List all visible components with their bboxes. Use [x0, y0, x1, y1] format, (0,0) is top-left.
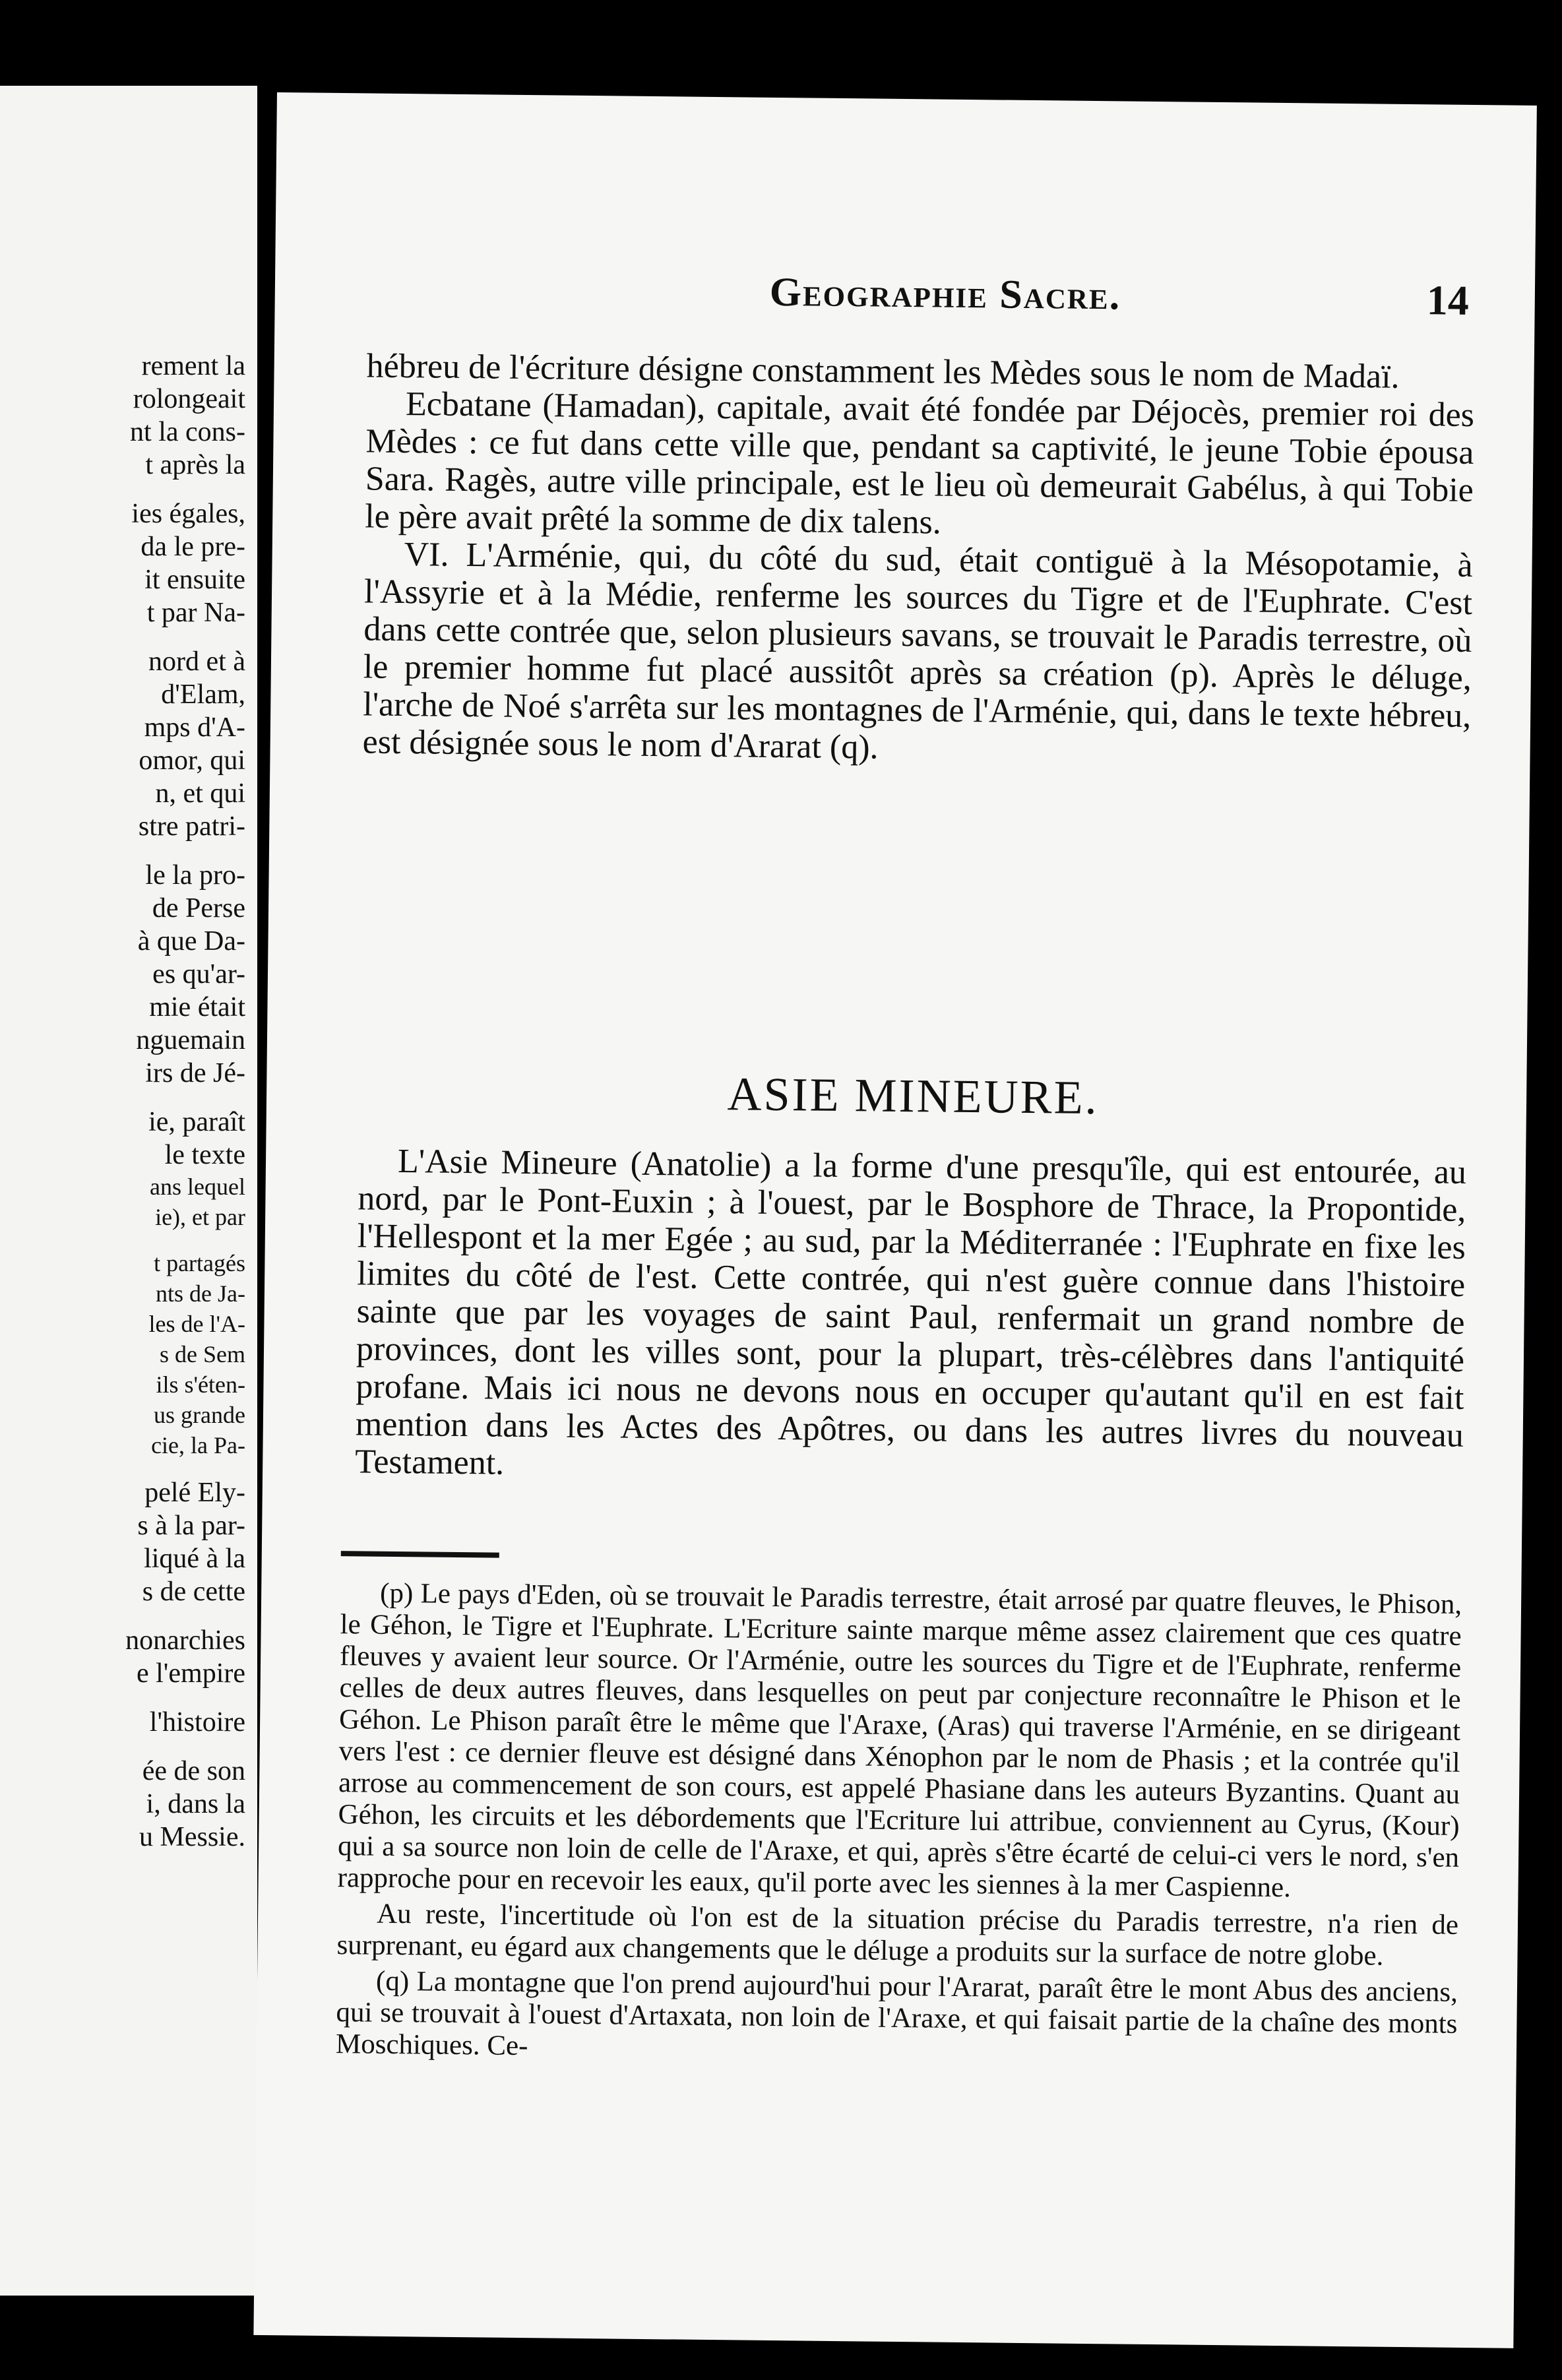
- previous-page-gap: [0, 1739, 251, 1755]
- previous-page-line: pelé Ely-: [144, 1478, 245, 1508]
- previous-page-line: i, dans la: [146, 1789, 245, 1819]
- paragraph-armenie: VI. L'Arménie, qui, du côté du sud, était contiguë à la Mésopotamie, à l'Assyrie et à la Médie, renferme les sources du Tigre et de l'Euphrate. C'est dans cette contrée que, selon plusieurs savans, se trouvait le Paradis terrestre, où le premier homme fut placé aussitôt après sa création (p). Après le déluge, l'arche de Noé s'arrêta sur les montagnes de l'Arménie, qui, dans le texte hébreu, est désignée sous le nom d'Ararat (q).: [362, 536, 1473, 767]
- previous-page-line: ans lequel: [150, 1174, 245, 1200]
- previous-page-line: le la pro-: [145, 860, 245, 891]
- previous-page-line: it ensuite: [144, 565, 245, 595]
- page-header: [354, 265, 1469, 329]
- previous-page-line: mps d'A-: [144, 712, 245, 743]
- previous-page-line: rement la: [141, 351, 245, 381]
- previous-page-text: [0, 350, 251, 1854]
- previous-page-line: nord et à: [148, 646, 245, 677]
- previous-page-line: ils s'éten-: [156, 1371, 245, 1398]
- previous-page-gap: [0, 1690, 251, 1706]
- footnote-rule: [341, 1551, 499, 1558]
- previous-page-line: ies égales,: [131, 499, 245, 529]
- book-page: [253, 92, 1536, 2348]
- previous-page-line: ie), et par: [155, 1204, 245, 1230]
- previous-page-line: es qu'ar-: [152, 959, 245, 989]
- previous-page-line: omor, qui: [139, 745, 245, 776]
- footnotes: [336, 1577, 1462, 2076]
- previous-page-line: nts de Ja-: [156, 1280, 245, 1307]
- previous-page-gap: [0, 1460, 251, 1476]
- previous-page-line: mie était: [149, 992, 245, 1022]
- previous-page-line: à que Da-: [137, 926, 245, 956]
- previous-page-line: s à la par-: [137, 1511, 245, 1541]
- previous-page-gap: [0, 1608, 251, 1624]
- previous-page-line: de Perse: [152, 893, 245, 924]
- previous-page-line: les de l'A-: [148, 1311, 245, 1337]
- previous-page-line: da le pre-: [141, 532, 245, 562]
- previous-page-line: us grande: [154, 1402, 245, 1428]
- main-text: [362, 347, 1474, 772]
- footnote-q: (q) La montagne que l'on prend aujourd'hui pour l'Ararat, paraît être le mont Abus des anciens, qui se trouvait à l'ouest d'Artaxata, non loin de l'Araxe, et qui faisait partie de la chaîne des monts Moschiques. Ce-: [335, 1965, 1458, 2062]
- previous-page-gap: [0, 629, 251, 645]
- previous-page-gap: [0, 482, 251, 497]
- previous-page-line: t partagés: [154, 1250, 245, 1276]
- paragraph-continuation: hébreu de l'écriture désigne constamment les Mèdes sous le nom de Madaï.: [366, 347, 1400, 396]
- page-number: 14: [1426, 276, 1470, 324]
- previous-page-line: s de cette: [142, 1577, 245, 1607]
- footnote-p-continued: Au reste, l'incertitude où l'on est de la situation précise du Paradis terrestre, n'a rien de surprenant, eu égard aux changements que le déluge a produits sur la surface de notre globe.: [336, 1898, 1459, 1972]
- previous-page-gap: [0, 1090, 251, 1106]
- paragraph-ecbatane: Ecbatane (Hamadan), capitale, avait été fondée par Déjocès, premier roi des Mèdes : ce fut dans cette ville que, pendant sa captivité, le jeune Tobie épousa Sara. Ragès, autre ville principale, est le lieu où demeurait Gabélus, à qui Tobie le père avait prêté la somme de dix talens.: [364, 385, 1475, 542]
- previous-page-line: le texte: [164, 1140, 245, 1170]
- paragraph-asie-mineure: L'Asie Mineure (Anatolie) a la forme d'une presqu'île, qui est entourée, au nord, par le Pont-Euxin ; à l'ouest, par le Bosphore de Thrace, la Propontide, l'Hellespont et la mer Egée ; au sud, par la Méditerranée : l'Euphrate en fixe les limites du côté de l'est. Cette contrée, qui n'est guère connue dans l'histoire sainte que par les voyages de saint Paul, renfermait un grand nombre de provinces, dont les villes sont, pour la plupart, très-célèbres dans l'antiquité profane. Mais ici nous ne devons nous en occuper qu'autant qu'il en est fait mention dans les Actes des Apôtres, ou dans les autres livres du nouveau Testament.: [354, 1143, 1467, 1482]
- previous-page-line: liqué à la: [144, 1544, 245, 1574]
- previous-page-line: e l'empire: [137, 1658, 245, 1689]
- previous-page-line: l'histoire: [149, 1707, 245, 1738]
- previous-page-line: cie, la Pa-: [151, 1432, 245, 1458]
- previous-page-line: ie, paraît: [148, 1107, 245, 1137]
- previous-page-line: nguemain: [136, 1025, 245, 1055]
- previous-page-line: t après la: [145, 450, 245, 480]
- previous-page-line: s de Sem: [160, 1341, 245, 1367]
- section-heading: ASIE MINEURE.: [727, 1067, 1100, 1125]
- running-title: Geographie Sacre.: [769, 269, 1121, 319]
- previous-page-gap: [0, 1232, 251, 1248]
- previous-page-line: u Messie.: [139, 1822, 245, 1852]
- footnote-p: (p) Le pays d'Eden, où se trouvait le Paradis terrestre, était arrosé par quatre fleuves, le Phison, le Géhon, le Tigre et l'Euphrate. L'Ecriture sainte marque même assez clairement que ces quatre fleuves y avaient leur source. Or l'Arménie, outre les sources du Tigre et de l'Euphrate, renferme celles de deux autres fleuves, dans lesquelles on peut par conjecture reconnaître le Phison et le Géhon. Le Phison paraît être le même que l'Araxe, (Aras) qui traverse l'Arménie, en se dirigeant vers l'est : ce dernier fleuve est désigné dans Xénophon par le nom de Phasis ; et la contrée qu'il arrose au commencement de son cours, est appelé Phasiane dans les auteurs Byzantins. Quant au Géhon, les circuits et les débordements que l'Ecriture lui attribue, conviennent au Cyrus, (Kour) qui a sa source non loin de celle de l'Araxe, et qui, après s'être écarté de celui-ci vers le nord, s'en rapproche pour en recevoir les eaux, qu'il porte avec les siennes à la mer Caspienne.: [337, 1577, 1462, 1904]
- section-text: [355, 1142, 1466, 1492]
- previous-page: [0, 86, 257, 2296]
- previous-page-line: ée de son: [142, 1756, 245, 1786]
- previous-page-line: n, et qui: [155, 778, 245, 809]
- previous-page-line: nonarchies: [125, 1625, 245, 1656]
- previous-page-line: rolongeait: [133, 384, 245, 414]
- previous-page-line: nt la cons-: [130, 417, 245, 447]
- previous-page-gap: [0, 843, 251, 859]
- previous-page-line: t par Na-: [146, 598, 245, 628]
- previous-page-line: d'Elam,: [161, 679, 245, 710]
- previous-page-line: irs de Jé-: [145, 1058, 245, 1088]
- previous-page-line: stre patri-: [138, 811, 245, 842]
